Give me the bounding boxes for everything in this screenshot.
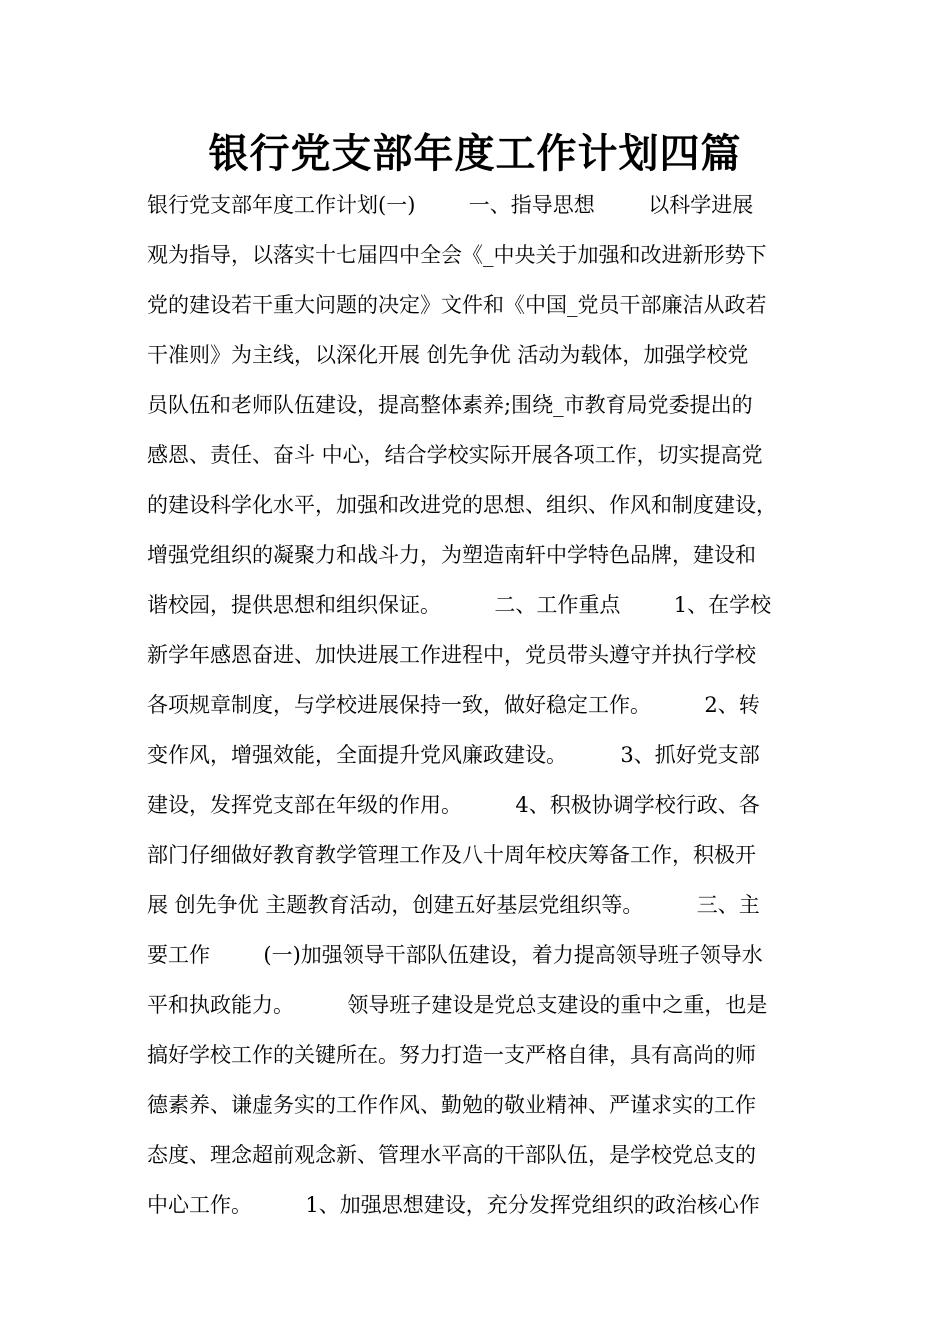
body-line: 银行党支部年度工作计划(一) 一、指导思想 以科学进展 bbox=[147, 193, 754, 217]
body-line: 观为指导，以落实十七届四中全会《_中央关于加强和改进新形势下 bbox=[147, 243, 767, 267]
body-line: 变作风，增强效能，全面提升党风廉政建设。 3、抓好党支部 bbox=[147, 743, 760, 767]
body-line: 员队伍和老师队伍建设，提高整体素养;围绕_市教育局党委提出的 bbox=[147, 393, 753, 417]
body-line: 的建设科学化水平，加强和改进党的思想、组织、作风和制度建设， bbox=[147, 493, 777, 517]
document-title: 银行党支部年度工作计划四篇 bbox=[208, 131, 742, 177]
body-line: 建设，发挥党支部在年级的作用。 4、积极协调学校行政、各 bbox=[147, 793, 760, 817]
body-line: 感恩、责任、奋斗 中心，结合学校实际开展各项工作，切实提高党 bbox=[147, 443, 763, 467]
body-line: 新学年感恩奋进、加快进展工作进程中，党员带头遵守并执行学校 bbox=[147, 643, 756, 667]
body-line: 态度、理念超前观念新、管理水平高的干部队伍，是学校党总支的 bbox=[147, 1143, 756, 1167]
body-line: 各项规章制度，与学校进展保持一致，做好稳定工作。 2、转 bbox=[147, 693, 760, 717]
body-line: 党的建设若干重大问题的决定》文件和《中国_党员干部廉洁从政若 bbox=[147, 293, 767, 317]
body-line: 干准则》为主线，以深化开展 创先争优 活动为载体，加强学校党 bbox=[147, 343, 749, 367]
body-line: 德素养、谦虚务实的工作作风、勤勉的敬业精神、严谨求实的工作 bbox=[147, 1093, 756, 1117]
body-line: 增强党组织的凝聚力和战斗力，为塑造南轩中学特色品牌，建设和 bbox=[147, 543, 756, 567]
body-line: 展 创先争优 主题教育活动，创建五好基层党组织等。 三、主 bbox=[147, 893, 760, 917]
body-line: 平和执政能力。 领导班子建设是党总支建设的重中之重，也是 bbox=[147, 993, 768, 1017]
body-line: 谐校园，提供思想和组织保证。 二、工作重点 1、在学校 bbox=[147, 593, 772, 617]
body-line: 要工作 (一)加强领导干部队伍建设，着力提高领导班子领导水 bbox=[147, 943, 763, 967]
body-line: 搞好学校工作的关键所在。努力打造一支严格自律，具有高尚的师 bbox=[147, 1043, 756, 1067]
body-line: 中心工作。 1、加强思想建设，充分发挥党组织的政治核心作 bbox=[147, 1193, 760, 1217]
body-line: 部门仔细做好教育教学管理工作及八十周年校庆筹备工作，积极开 bbox=[147, 843, 756, 867]
document-body bbox=[147, 180, 847, 1230]
